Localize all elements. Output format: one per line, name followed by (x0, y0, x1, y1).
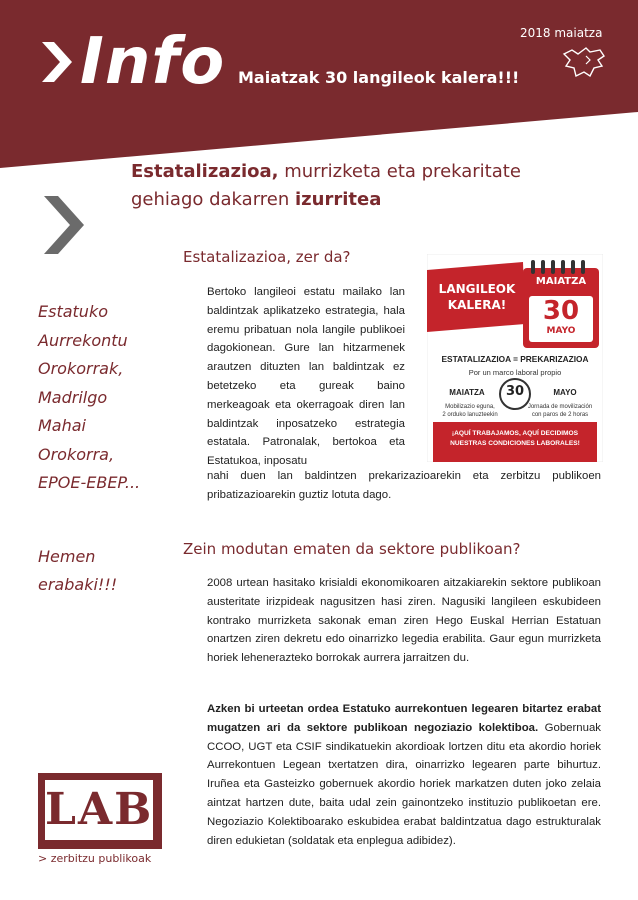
sidebar-line: Orokorra, (38, 444, 115, 464)
section2-heading: Zein modutan ematen da sektore publikoan? (183, 540, 521, 558)
sidebar-list (38, 298, 168, 498)
poster-kalera-2: KALERA! (447, 298, 507, 312)
slogan-line: Hemen (38, 547, 96, 566)
headline-part2: murrizketa eta prekaritate (278, 161, 521, 182)
sidebar-line: Estatuko (38, 302, 108, 321)
poster-kalera-1: LANGILEOK (438, 282, 516, 296)
sidebar-line: Madrilgo (38, 387, 108, 407)
header-chevron-icon (40, 38, 74, 86)
headline-part1: Estatalizazioa, (131, 161, 279, 182)
poster-left-day: 30 (505, 384, 525, 399)
lab-logo (38, 773, 162, 849)
poster-footer-1: ¡AQUÍ TRABAJAMOS, AQUÍ DECIDIMOS (451, 430, 579, 437)
issue-date: 2018 maiatza (520, 26, 603, 40)
section1-heading: Estatalizazioa, zer da? (183, 248, 351, 266)
section1-text-narrow: Bertoko langileoi estatu mailako lan baldintzak aplikatzeko estrategia, hala eremu pribatuan nola langile publikoei dagokionean. Gure lan hitzarmenek arautzen dituzten lan baldintzak ez betetzeko eta gureak baino merkeagoak eta okerragoak diren lan baldintzak inposatzeko estrategia estatala. Patronalak, bertokoa eta Estatukoa, inposatu (207, 286, 405, 468)
headline-part3: gehiago dakarren (131, 189, 295, 210)
brand-title: Info (80, 25, 226, 99)
poster-left-title: MAIATZA (449, 388, 485, 397)
poster-cal-month-es: MAYO (546, 326, 576, 336)
section2-para2 (207, 700, 601, 850)
poster-cal-month: MAIATZA (535, 276, 587, 287)
sidebar-line: Orokorrak, (38, 359, 124, 378)
sidebar-line: EPOE-EBEP... (38, 473, 141, 492)
section2-para1: 2008 urtean hasitako krisialdi ekonomikoaren aitzakiarekin sektore publikoan austeritate irizpideak nagusitzen hasi ziren. Nagusiki langileen eskubideen kontrako murrizketa sakonak eman ziren Hego Euskal Herrian Estatuan onartzen ziren dekretu edo oinarrizko legedia erabilita. Gaur egun murrizketa horiek lehenerazteko borrokak aurrera jarraitzen du. (207, 577, 601, 665)
article-headline (131, 158, 611, 214)
headline-part4: izurritea (295, 189, 382, 210)
sidebar-slogan (38, 543, 168, 599)
poster-left-desc-2: 2 orduko lanuzteekin (442, 412, 498, 418)
section1-text-wide: nahi duen lan baldintzen prekarizazioarekin eta zerbitzu publikoen pribatizazioarekin guztiz lotuta dago. (207, 470, 601, 501)
logo-caption: > zerbitzu publikoak (38, 852, 152, 865)
sidebar-line: Aurrekontu (38, 330, 128, 350)
poster-footer-2: NUESTRAS CONDICIONES LABORALES! (450, 440, 580, 447)
poster-subtitle: Por un marco laboral propio (468, 368, 562, 377)
poster-left-desc-1: Mobilizazio eguna, (445, 404, 495, 410)
header-tagline: Maiatzak 30 langileok kalera!!! (238, 68, 520, 87)
poster-cal-day: 30 (542, 296, 580, 326)
strike-poster (427, 254, 603, 462)
section2-para2-rest: Gobernuak CCOO, UGT eta CSIF sindikatuekin akordioak lortzen ditu eta akordio horiek Aurrekontuen Legean txertatzen dira, oinarrizko legearen parte bihurtuz. Iruñea eta Gasteizko gobernuek akordio horiek markatzen duten joko zelaia aintzat hartzen dute, baita udal zein gainontzeko instituzio publikoetan ere. Negoziazio Kolektiboarako eskubidea erabat baldintzatua dago estrukturalak diren edukietan (soldatak eta enplegua adibidez). (207, 721, 601, 847)
poster-right-title: MAYO (553, 388, 577, 397)
poster-equation: ESTATALIZAZIOA = PREKARIZAZIOA (441, 354, 589, 364)
bird-map-icon (560, 44, 608, 80)
chevron-icon (42, 194, 86, 256)
section2-para2-bold: Azken bi urteetan ordea Estatuko aurrekontuen legearen bitartez erabat mugatzen ari da sektore publikoan negoziazio kolektiboa. (207, 703, 601, 734)
poster-right-desc-1: Jornada de movilización (527, 404, 593, 410)
logo-text: LAB (45, 784, 154, 835)
sidebar-line: Mahai (38, 416, 86, 435)
poster-right-desc-2: con paros de 2 horas (531, 412, 589, 418)
slogan-line: erabaki!!! (38, 575, 118, 594)
